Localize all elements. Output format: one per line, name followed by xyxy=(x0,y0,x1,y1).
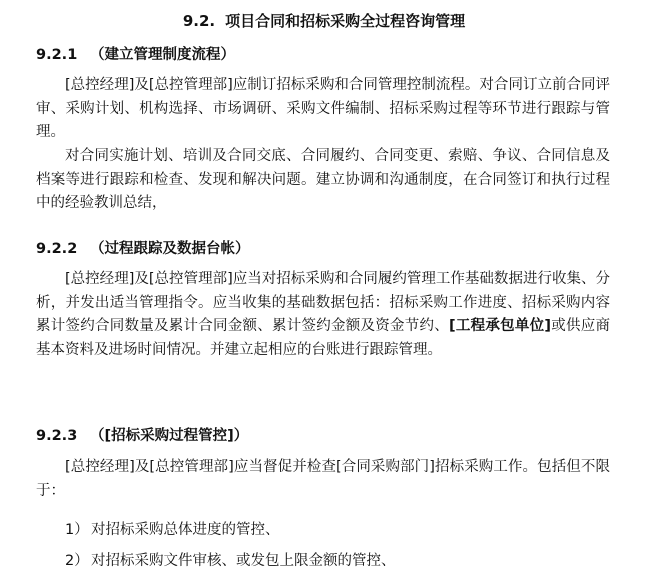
subsection-heading-text: （过程跟踪及数据台帐） xyxy=(90,241,250,257)
section-title-text: 项目合同和招标采购全过程咨询管理 xyxy=(225,12,466,30)
list-item-number: 2） xyxy=(65,553,89,569)
paragraph: 对合同实施计划、培训及合同交底、合同履约、合同变更、索赔、争议、合同信息及档案等进行跟踪和检查、发现和解决问题。建立协调和沟通制度，在合同签订和执行过程中的经验教训总结， xyxy=(36,148,610,211)
subsection-heading-9-2-1 xyxy=(36,44,235,66)
subsection-heading-9-2-3 xyxy=(36,425,248,447)
list-item xyxy=(65,550,396,572)
subsection-heading-text: （建立管理制度流程） xyxy=(90,47,235,63)
list-item-text: 对招标采购文件审核、或发包上限金额的管控、 xyxy=(91,553,396,569)
paragraph-text: [总控经理]及[总控管理部]应当对招标采购和合同履约管理工作基础数据进行收集、分析，并发出适当管理指令。应当收集的基础数据包括：招标采购工作进度、招标采购内容累计签约合同数量及累计合同金额、累计签约金额及资金节约、 xyxy=(36,271,610,334)
section-title-number: 9.2. xyxy=(182,12,216,30)
list-item-number: 1） xyxy=(65,522,89,538)
subsection-heading-9-2-2 xyxy=(36,238,250,260)
subsection-heading-text: （[招标采购过程管控]） xyxy=(90,428,249,444)
subsection-number: 9.2.2 xyxy=(36,241,78,257)
paragraph: [总控经理]及[总控管理部]应制订招标采购和合同管理控制流程。对合同订立前合同评审、采购计划、机构选择、市场调研、采购文件编制、招标采购过程等环节进行跟踪与管理。 xyxy=(36,77,610,140)
paragraph: [总控经理]及[总控管理部]应当督促并检查[合同采购部门]招标采购工作。包括但不限于： xyxy=(36,459,610,499)
section-title xyxy=(0,10,648,32)
paragraph xyxy=(36,268,610,362)
subsection-number: 9.2.1 xyxy=(36,47,78,63)
list-item xyxy=(65,519,280,541)
subsection-number: 9.2.3 xyxy=(36,428,78,444)
paragraph-bold-term: [工程承包单位] xyxy=(449,318,552,334)
list-item-text: 对招标采购总体进度的管控、 xyxy=(91,522,280,538)
paragraph-text: 或供应商基本资料及进场时间情况。并建立起相应的台账进行跟踪管理。 xyxy=(36,318,611,358)
